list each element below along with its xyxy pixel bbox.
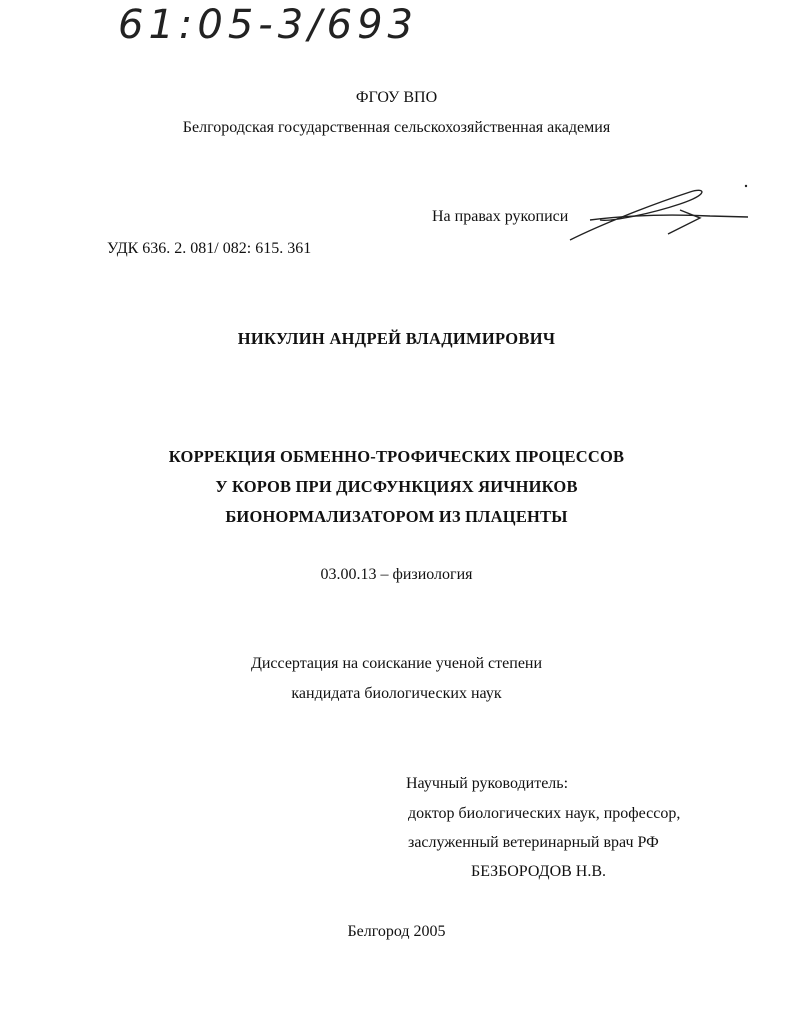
academy-name: Белгородская государственная сельскохозяйственная академия xyxy=(182,119,611,136)
organization-name: ФГОУ ВПО xyxy=(355,89,438,106)
udc-code: УДК 636. 2. 081/ 082: 615. 361 xyxy=(107,240,312,257)
supervisor-title: заслуженный ветеринарный врач РФ xyxy=(408,834,659,851)
dissertation-title-line-3: БИОНОРМАЛИЗАТОРОМ ИЗ ПЛАЦЕНТЫ xyxy=(225,507,568,526)
signature-icon xyxy=(560,180,760,250)
degree-line-2: кандидата биологических наук xyxy=(291,685,502,702)
rights-note: На правах рукописи xyxy=(432,208,569,225)
specialty-code: 03.00.13 – физиология xyxy=(320,566,473,583)
dissertation-title-line-1: КОРРЕКЦИЯ ОБМЕННО-ТРОФИЧЕСКИХ ПРОЦЕССОВ xyxy=(168,447,625,466)
supervisor-heading: Научный руководитель: xyxy=(406,775,569,792)
handwritten-archive-number: 61:05-3/693 xyxy=(118,2,418,48)
dissertation-title-line-2: У КОРОВ ПРИ ДИСФУНКЦИЯХ ЯИЧНИКОВ xyxy=(215,477,578,496)
degree-line-1: Диссертация на соискание ученой степени xyxy=(250,655,543,672)
supervisor-name: БЕЗБОРОДОВ Н.В. xyxy=(471,863,607,880)
city-year: Белгород 2005 xyxy=(347,923,446,940)
author-name: НИКУЛИН АНДРЕЙ ВЛАДИМИРОВИЧ xyxy=(237,329,556,348)
supervisor-degree: доктор биологических наук, профессор, xyxy=(408,805,681,822)
